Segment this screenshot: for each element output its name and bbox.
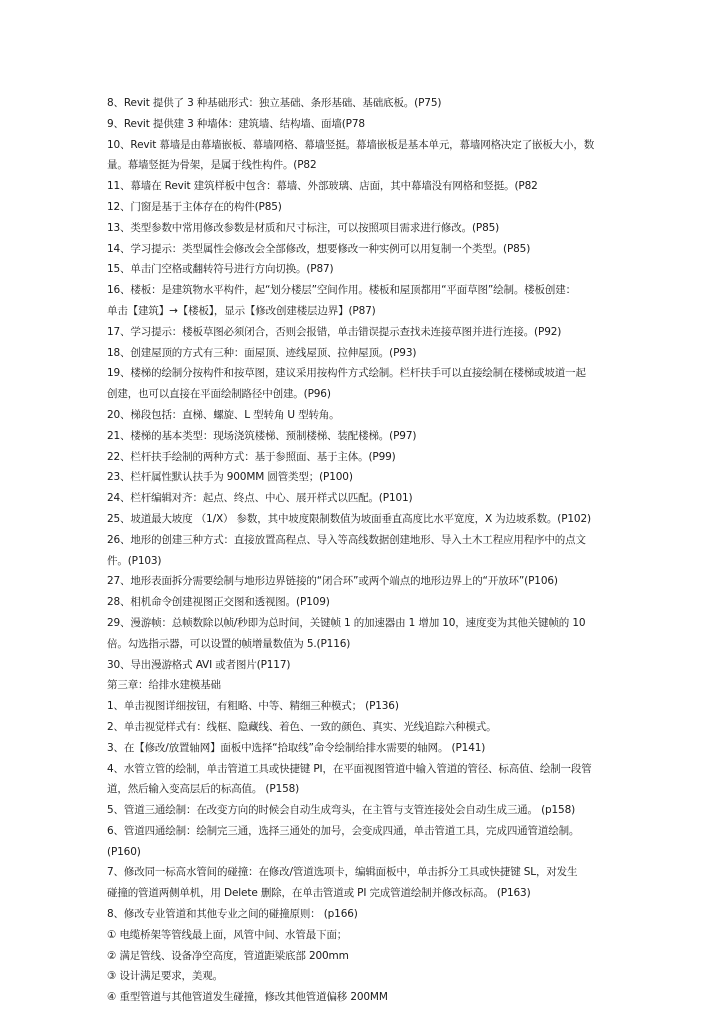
list-item: ④ 重型管道与其他管道发生碰撞，修改其他管道偏移 200MM xyxy=(107,991,388,1004)
text-line: 14、学习提示：类型属性会修改会全部修改，想要修改一种实例可以用复制一个类型。(P85) xyxy=(107,242,531,255)
text-line: 10、Revit 幕墙是由幕墙嵌板、幕墙网格、幕墙竖挺。幕墙嵌板是基本单元，幕墙网格决定了嵌板大小，数 xyxy=(107,138,595,151)
list-item: ② 满足管线、设备净空高度，管道距梁底部 200mm xyxy=(107,949,349,962)
text-line: 4、水管立管的绘制，单击管道工具或快捷键 PI，在平面视图管道中输入管道的管径、标高值、绘制一段管 xyxy=(107,762,592,775)
text-line: 23、栏杆属性默认扶手为 900MM 圆管类型；(P100) xyxy=(107,471,353,484)
text-line: 24、栏杆编辑对齐：起点、终点、中心、展开样式以匹配。(P101) xyxy=(107,492,413,505)
text-line: 8、修改专业管道和其他专业之间的碰撞原则： (p166) xyxy=(107,908,358,921)
text-line: 20、梯段包括：直梯、螺旋、L 型转角 U 型转角。 xyxy=(107,408,340,421)
text-line: 27、地形表面拆分需要绘制与地形边界链接的“闭合环”或两个端点的地形边界上的“开放环”(P106) xyxy=(107,575,558,588)
text-line: 29、漫游帧：总帧数除以帧/秒即为总时间，关键帧 1 的加速器由 1 增加 10，速度变为其他关键帧的 10 xyxy=(107,616,586,629)
text-line: 13、类型参数中常用修改参数是材质和尺寸标注，可以按照项目需求进行修改。(P85) xyxy=(107,221,500,234)
text-line: 量。幕墙竖挺为骨架，是属于线性构件。(P82 xyxy=(107,159,317,172)
text-line: 碰撞的管道两侧单机，用 Delete 删除，在单击管道或 PI 完成管道绘制并修改标高。 (P163) xyxy=(107,887,531,900)
text-line: 21、楼梯的基本类型：现场浇筑楼梯、预制楼梯、装配楼梯。(P97) xyxy=(107,429,417,442)
text-line: 15、单击门空格或翻转符号进行方向切换。(P87) xyxy=(107,263,334,276)
text-line: 1、单击视图详细按钮，有粗略、中等、精细三种模式； (P136) xyxy=(107,700,399,713)
text-line: 倍。勾选指示器，可以设置的帧增量数值为 5.(P116) xyxy=(107,637,351,650)
text-line: 道，然后输入变高层后的标高值。 (P158) xyxy=(107,783,300,796)
text-line: 7、修改同一标高水管间的碰撞：在修改/管道选项卡，编辑面板中，单击拆分工具或快捷键 SL，对发生 xyxy=(107,866,578,879)
text-line: 30、导出漫游格式 AVI 或者图片(P117) xyxy=(107,658,291,671)
text-line: 18、创建屋顶的方式有三种：面屋顶、迹线屋顶、拉伸屋顶。(P93) xyxy=(107,346,417,359)
text-line: 19、楼梯的绘制分按构件和按草图，建议采用按构件方式绘制。栏杆扶手可以直接绘制在楼梯或坡道一起 xyxy=(107,367,586,380)
text-line: (P160) xyxy=(107,845,141,858)
text-line: 8、Revit 提供了 3 种基础形式：独立基础、条形基础、基础底板。(P75) xyxy=(107,97,442,109)
text-line: 件。(P103) xyxy=(107,554,162,567)
text-line: 单击【建筑】→【楼板】，显示【修改创建楼层边界】(P87) xyxy=(107,304,376,317)
chapter-heading: 第三章：给排水建模基础 xyxy=(107,679,221,692)
list-item: ① 电缆桥架等管线最上面，风管中间、水管最下面； xyxy=(107,928,348,941)
text-line: 22、栏杆扶手绘制的两种方式：基于参照面、基于主体。(P99) xyxy=(107,450,396,463)
text-line: 3、在【修改/放置轴网】面板中选择“拾取线”命令绘制给排水需要的轴网。 (P141) xyxy=(107,741,486,754)
text-line: 26、地形的创建三种方式：直接放置高程点、导入等高线数据创建地形、导入土木工程应用程序中的点文 xyxy=(107,533,586,546)
text-line: 12、门窗是基于主体存在的构件(P85) xyxy=(107,200,282,213)
text-line: 16、楼板：是建筑物水平构件，起“划分楼层”空间作用。楼板和屋顶都用“平面草图”绘制。楼板创建： xyxy=(107,284,576,297)
list-item: ③ 设计满足要求，美观。 xyxy=(107,970,223,983)
text-line: 9、Revit 提供建 3 种墙体：建筑墙、结构墙、面墙(P78 xyxy=(107,117,365,130)
text-line: 28、相机命令创建视图正交图和透视图。(P109) xyxy=(107,596,330,609)
text-line: 5、管道三通绘制：在改变方向的时候会自动生成弯头，在主管与支管连接处会自动生成三通。 (p158) xyxy=(107,804,576,817)
text-line: 11、幕墙在 Revit 建筑样板中包含：幕墙、外部玻璃、店面，其中幕墙没有网格和竖挺。(P82 xyxy=(107,180,538,193)
text-line: 创建，也可以直接在平面绘制路径中创建。(P96) xyxy=(107,388,331,401)
text-line: 17、学习提示：楼板草图必须闭合，否则会报错，单击错误提示查找未连接草图并进行连接。(P92) xyxy=(107,325,562,338)
text-line: 2、单击视觉样式有：线框、隐藏线、着色、一致的颜色、真实、光线追踪六种模式。 xyxy=(107,720,497,733)
text-line: 25、坡道最大坡度 （1/X） 参数，其中坡度限制数值为坡面垂直高度比水平宽度，X 为边坡系数。(P102) xyxy=(107,512,591,525)
text-line: 6、管道四通绘制：绘制完三通，选择三通处的加号，会变成四通，单击管道工具，完成四通管道绘制。 xyxy=(107,824,580,837)
document-body xyxy=(107,93,627,1008)
